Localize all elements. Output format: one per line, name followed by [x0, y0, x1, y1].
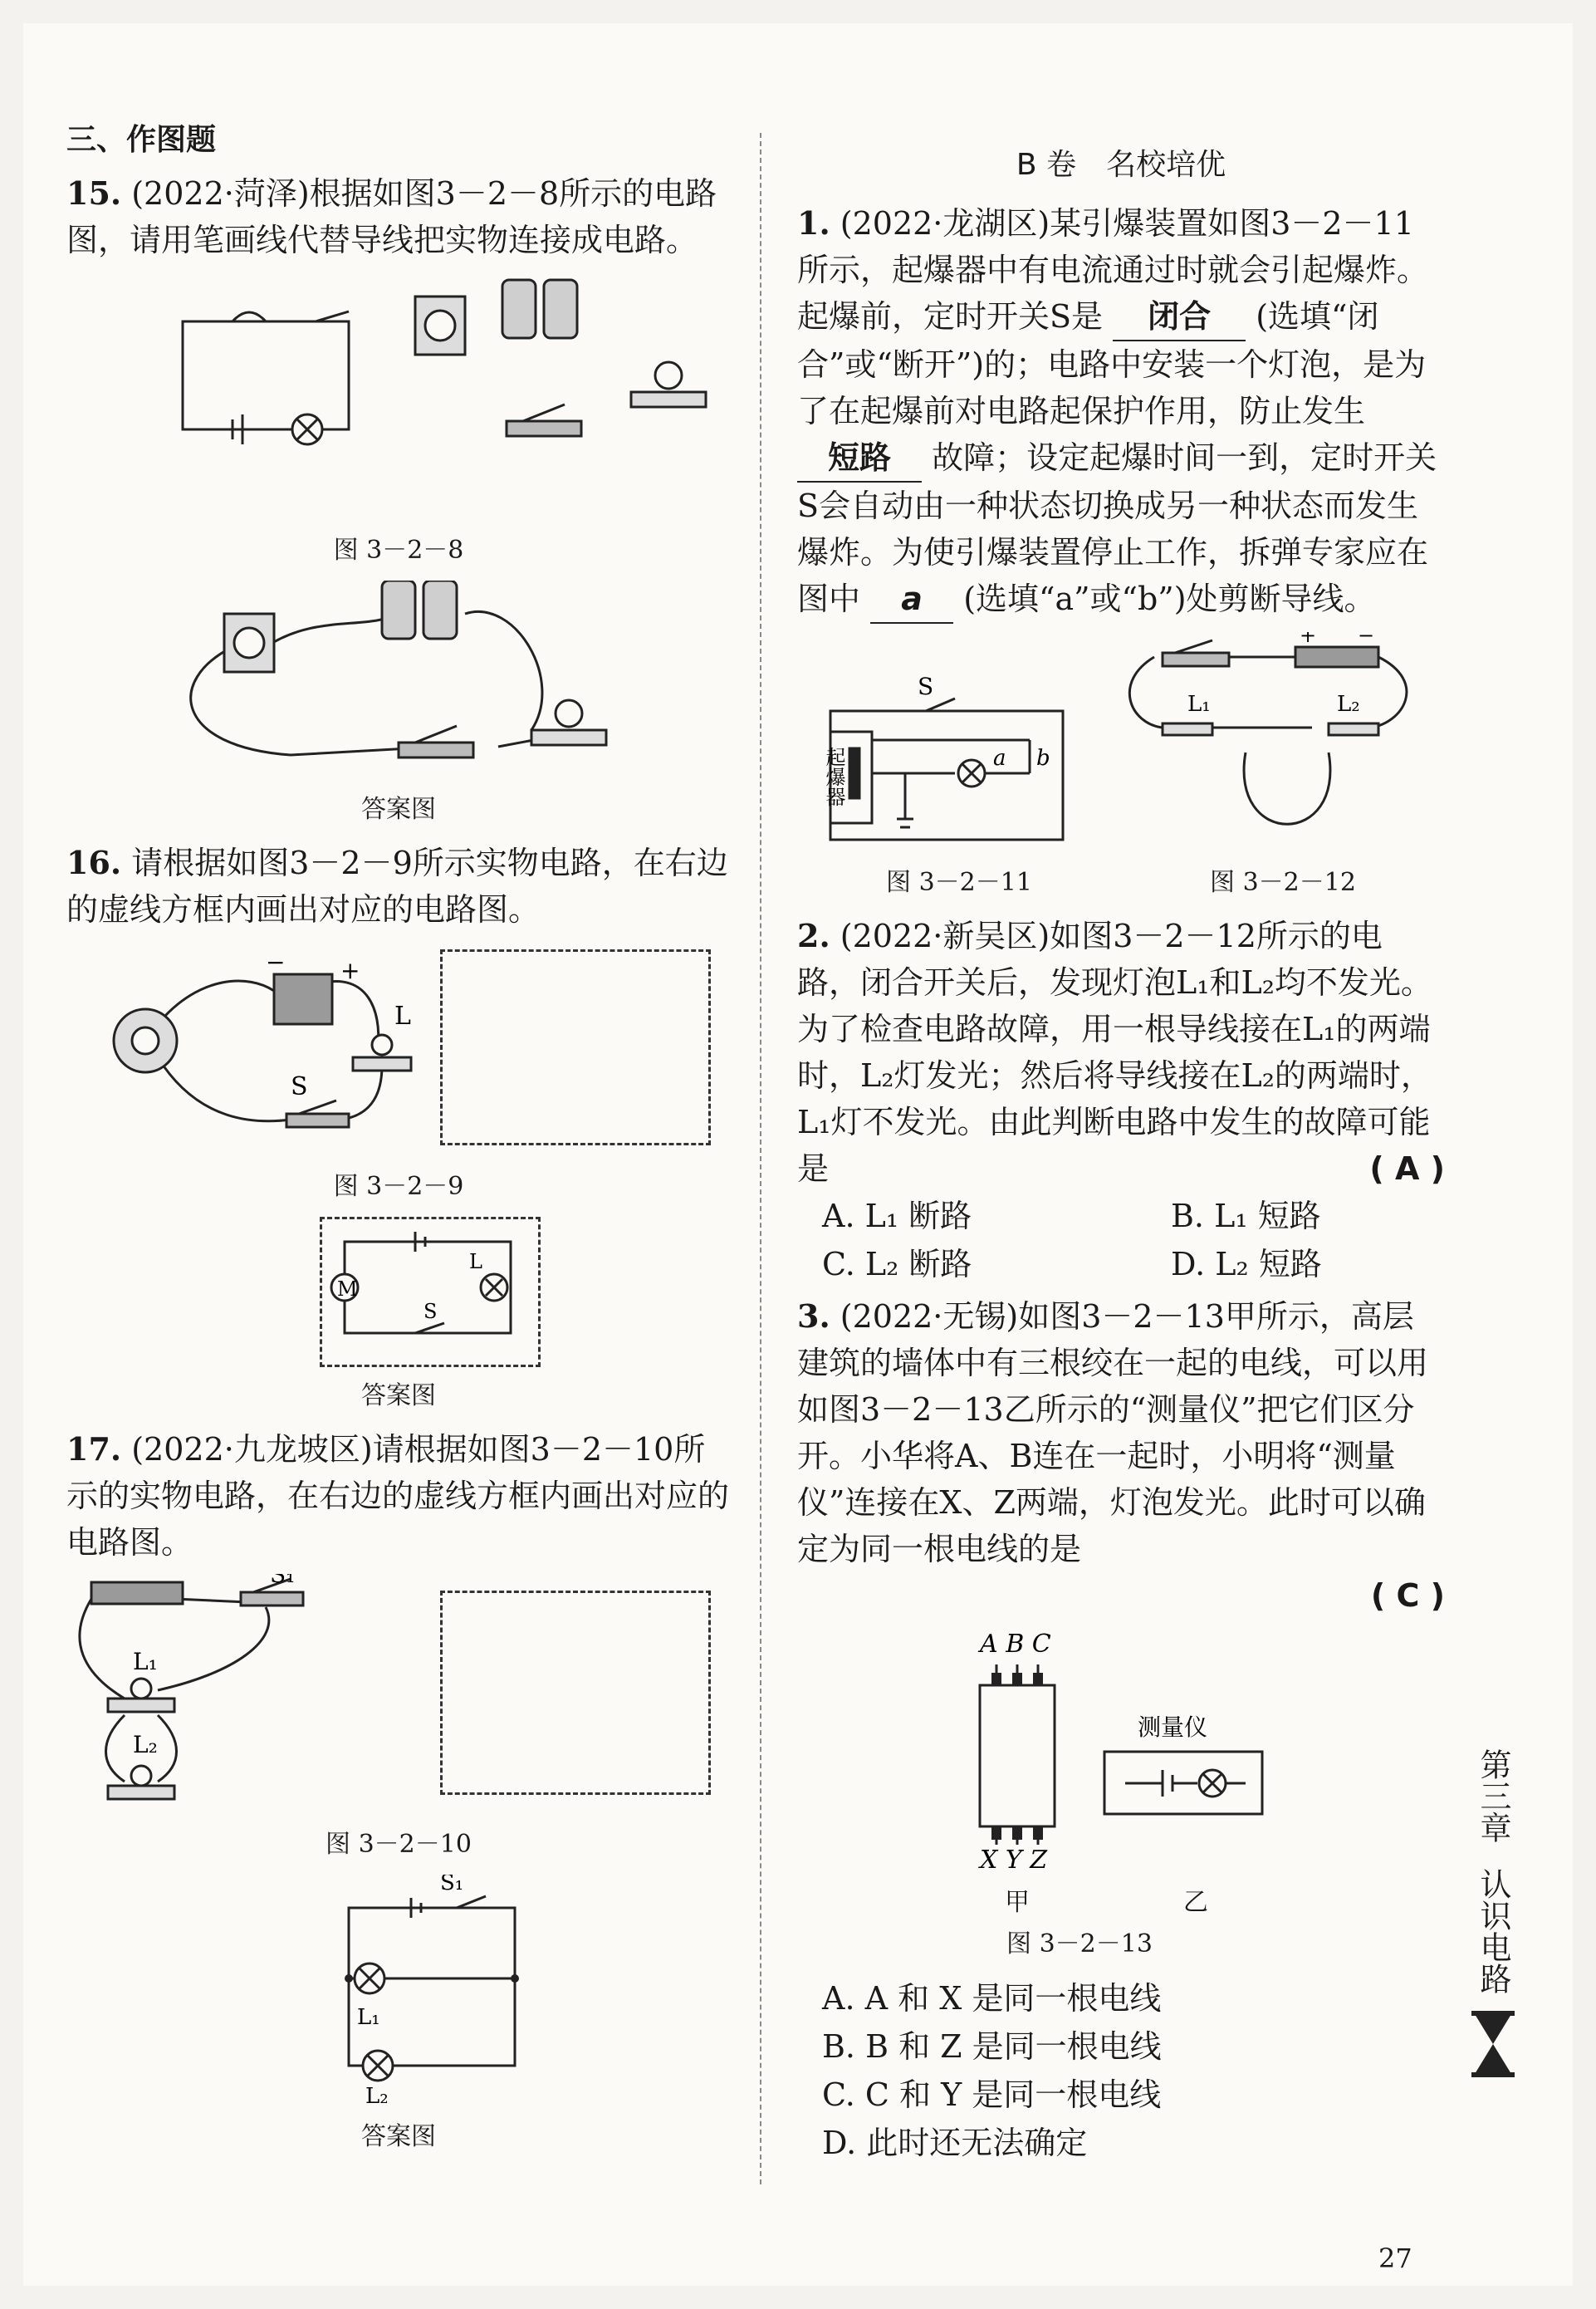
battery-part [382, 581, 457, 639]
answer-box [440, 1591, 711, 1795]
question-text: 请根据如图3－2－9所示实物电路，在右边的虚线方框内画出对应的电路图。 [66, 845, 728, 928]
label-b: b [1036, 746, 1050, 771]
figure-11-caption: 图 3－2－11 [886, 868, 1032, 897]
answer-figure-17 [66, 1875, 731, 2107]
switch-part [1163, 640, 1229, 666]
bell-part [415, 297, 465, 355]
answer-figure-17-drawing [66, 1875, 731, 2107]
answer-blank-2: 短路 [797, 434, 922, 483]
motor-label: M [337, 1277, 358, 1301]
switch-label: S [423, 1300, 438, 1323]
battery-part [1295, 647, 1378, 667]
battery-part [91, 1582, 183, 1604]
switch-label: S₁ [440, 1875, 464, 1895]
option-a: A. A 和 X 是同一根电线 [822, 1980, 1162, 2017]
switch-label: S₁ [270, 1574, 296, 1588]
page-number: 27 [1378, 2243, 1412, 2274]
question-number: 1. [797, 204, 830, 242]
answer-figure-15 [66, 581, 731, 780]
label-abc: A B C [980, 1630, 1051, 1659]
question-text: (2022·九龙坡区)请根据如图3－2－10所示的实物电路，在右边的虚线方框内画出对应的电路图。 [66, 1431, 730, 1561]
motor-part [114, 1009, 177, 1072]
option-d: D. 此时还无法确定 [822, 2125, 1088, 2161]
left-column [66, 116, 731, 2167]
switch-label: S [291, 1072, 308, 1101]
figure-captions [797, 861, 1445, 898]
bulb-part [631, 362, 706, 407]
section-title: 三、作图题 [66, 123, 217, 157]
option-b: B. L₁ 短路 [1171, 1198, 1321, 1234]
option-d: D. L₂ 短路 [1171, 1246, 1322, 1282]
right-column [797, 141, 1445, 2167]
bulb-L2-label: L₂ [1337, 692, 1360, 717]
question-number: 15. [66, 174, 122, 212]
question-3 [797, 1293, 1445, 1572]
bulb-L2-part [1329, 723, 1378, 735]
figure-caption: 图 3－2－8 [333, 536, 464, 565]
option-a: A. L₁ 断路 [822, 1198, 972, 1234]
question-text-a: (2022·龙湖区)某引爆装置如图3－2－11所示，起爆器中有电流通过时就会引起爆炸。起爆前，定时开关S是 [797, 205, 1429, 335]
answer-figure-15-drawing [66, 581, 731, 780]
section-head: B 卷 名校培优 [1016, 148, 1226, 182]
switch-part [286, 1101, 349, 1127]
question-text-c: 故障；设定起爆时间一到，定时开关S会自动由一种状态切换成另一种状态而发生爆炸。为使引爆装置停止工作，拆弹专家应在图中 [797, 439, 1437, 617]
question-number: 3. [797, 1297, 830, 1335]
bulb-L2-label: L₂ [365, 2084, 389, 2107]
figures-3-2-11-and-12 [797, 632, 1445, 856]
label-xyz: X Y Z [980, 1846, 1048, 1875]
plus-label: + [340, 957, 360, 984]
bulb-L2-label: L₂ [133, 1731, 158, 1758]
answer-box [440, 949, 711, 1145]
figures-3-2-11-and-12-drawing [797, 632, 1445, 856]
bell-part [224, 614, 274, 672]
answer-choice: ( A ) [1369, 1150, 1445, 1187]
option-c: C. C 和 Y 是同一根电线 [822, 2076, 1162, 2113]
question-text: (2022·菏泽)根据如图3－2－8所示的电路图，请用笔画线代替导线把实物连接成电路。 [66, 175, 717, 258]
question-text: (2022·无锡)如图3－2－13甲所示，高层建筑的墙体中有三根绞在一起的电线，可以用如图3－2－13乙所示的“测量仪”把它们区分开。小华将A、B连在一起时，小明将“测量仪”连接在X、Z两端，灯泡发光。此时可以确定为同一根电线的是 [797, 1298, 1429, 1567]
question-17 [66, 1426, 731, 1566]
options-q2 [797, 1192, 1445, 1288]
figure-3-2-8-drawing [66, 272, 731, 521]
figure-3-2-9 [66, 941, 731, 1157]
figure-caption: 图 3－2－13 [1006, 1929, 1153, 1958]
label-yi: 乙 [1183, 1888, 1208, 1917]
switch-label: S [918, 673, 934, 700]
answer-caption: 答案图 [361, 2122, 436, 2151]
bulb-label: L [469, 1250, 482, 1273]
answer-choice: ( C ) [1370, 1577, 1445, 1614]
bulb-L2-part [108, 1766, 174, 1799]
answer-caption: 答案图 [361, 795, 436, 824]
question-number: 16. [66, 844, 122, 881]
answer-caption: 答案图 [361, 1381, 436, 1410]
answer-figure-16 [66, 1217, 731, 1366]
meter-label: 测量仪 [1138, 1713, 1208, 1741]
column-divider [760, 133, 761, 2184]
label-a: a [993, 746, 1006, 771]
answer-figure-16-drawing [66, 1217, 731, 1366]
detonator-label: 起爆器 [822, 747, 845, 806]
subfigure-labels [797, 1881, 1445, 1918]
battery-part [274, 974, 332, 1024]
answer-row [797, 1572, 1445, 1619]
bulb-L1-label: L₁ [133, 1648, 158, 1675]
figure-3-2-8 [66, 272, 731, 521]
minus-label: − [266, 949, 286, 976]
question-text: (2022·新吴区)如图3－2－12所示的电路，闭合开关后，发现灯泡L₁和L₂均不发光。为了检查电路故障，用一根导线接在L₁的两端时，L₂灯发光；然后将导线接在L₂的两端时，L₁灯不发光。由此判断电路中发生的故障可能是 [797, 918, 1432, 1187]
bulb-L1-label: L₁ [357, 2005, 380, 2030]
option-b: B. B 和 Z 是同一根电线 [822, 2028, 1162, 2065]
schematic-diagram [183, 311, 349, 444]
bulb-L1-part [1163, 723, 1212, 735]
switch-part [399, 726, 473, 757]
question-15 [66, 170, 731, 263]
switch-part [507, 404, 581, 436]
bulb-label: L [394, 1002, 411, 1031]
question-text-d: (选填“a”或“b”)处剪断导线。 [963, 581, 1376, 617]
question-2 [797, 913, 1445, 1192]
question-16 [66, 840, 731, 933]
question-number: 2. [797, 917, 830, 954]
figure-3-2-13-drawing [797, 1627, 1445, 1876]
options-q3 [797, 1974, 1445, 2167]
answer-blank-1: 闭合 [1113, 293, 1246, 341]
battery-part [502, 280, 577, 338]
option-c: C. L₂ 断路 [822, 1246, 972, 1282]
answer-blank-3: a [870, 576, 953, 624]
plus-label: + [1300, 632, 1317, 647]
figure-caption: 图 3－2－10 [326, 1830, 472, 1859]
figure-12-caption: 图 3－2－12 [1210, 868, 1356, 897]
figure-3-2-13 [797, 1627, 1445, 1876]
bulb-part [531, 700, 606, 745]
figure-3-2-10 [66, 1574, 731, 1815]
bulb-part [353, 1035, 411, 1071]
question-number: 17. [66, 1430, 122, 1468]
chapter-number: 第三章 [1475, 1748, 1511, 1843]
hourglass-icon [1468, 2011, 1518, 2077]
chapter-title: 认识电路 [1475, 1868, 1511, 1994]
label-jia: 甲 [1005, 1888, 1030, 1917]
bulb-L1-label: L₁ [1187, 692, 1211, 717]
chapter-sidebar [1468, 1748, 1518, 2085]
question-1 [797, 200, 1445, 624]
minus-label: − [1358, 632, 1375, 647]
figure-caption: 图 3－2－9 [333, 1172, 464, 1201]
question-text-b: (选填“闭合”或“断开”)的；电路中安装一个灯泡，是为了在起爆前对电路起保护作用，防止发生 [797, 298, 1427, 429]
